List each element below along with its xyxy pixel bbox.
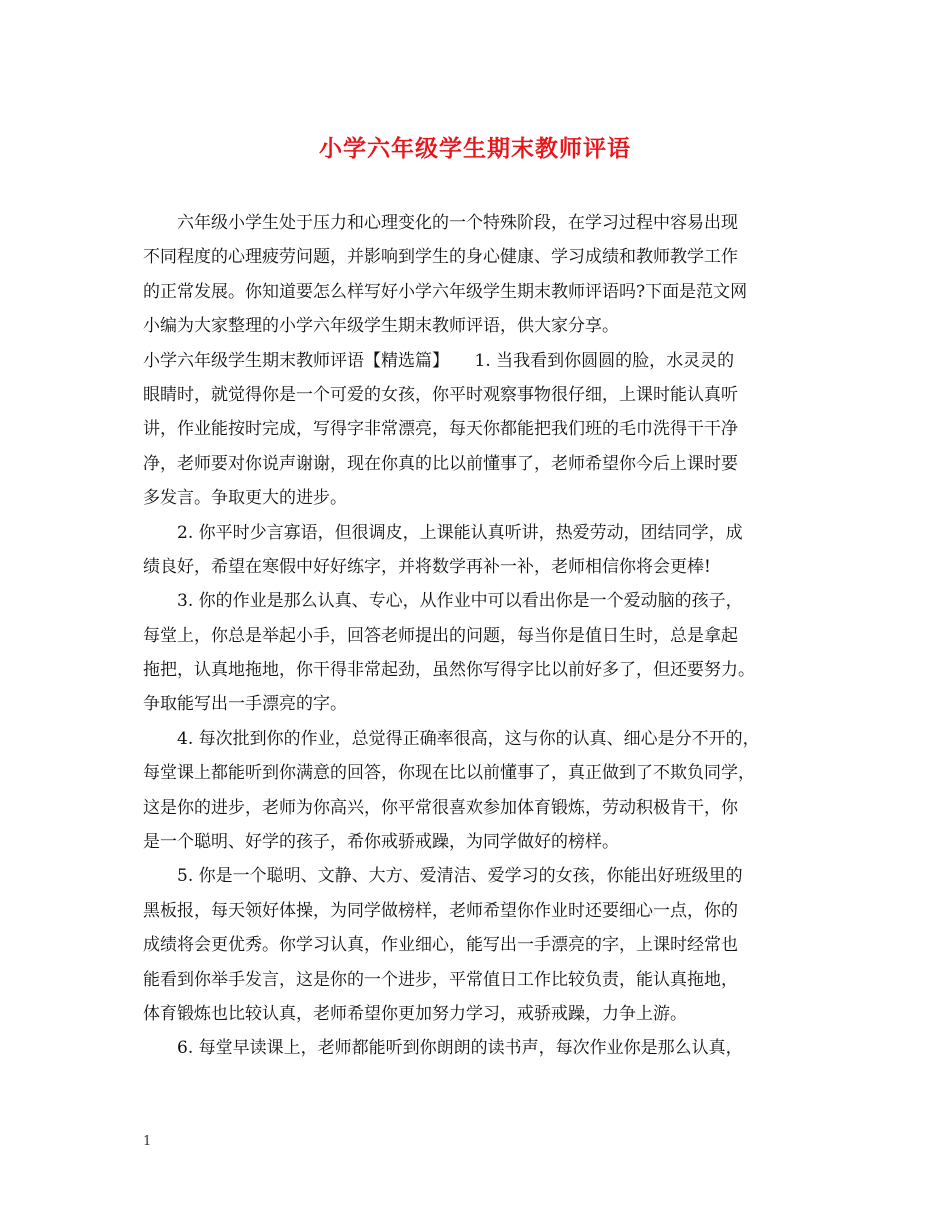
text-line: 能看到你举手发言，这是你的一个进步，平常值日工作比较负责，能认真拖地，	[143, 969, 738, 990]
text-line: 多发言。争取更大的进步。	[143, 488, 347, 509]
text-line: 是一个聪明、好学的孩子，希你戒骄戒躁，为同学做好的榜样。	[143, 832, 619, 853]
text-line: 成绩将会更优秀。你学习认真，作业细心，能写出一手漂亮的字，上课时经常也	[143, 935, 738, 956]
document-body	[143, 206, 813, 1066]
text-line: 3. 你的作业是那么认真、专心，从作业中可以看出你是一个爱动脑的孩子，	[177, 591, 743, 612]
text-line: 黑板报，每天领好体操，为同学做榜样，老师希望你作业时还要细心一点，你的	[143, 900, 738, 921]
text-line: 每堂上，你总是举起小手，回答老师提出的问题，每当你是值日生时，总是拿起	[143, 625, 738, 646]
text-line: 2. 你平时少言寡语，但很调皮，上课能认真听讲，热爱劳动，团结同学，成	[177, 522, 743, 543]
text-line: 体育锻炼也比较认真，老师希望你更加努力学习，戒骄戒躁，力争上游。	[143, 1003, 687, 1024]
document-title: 小学六年级学生期末教师评语	[319, 135, 631, 162]
page-number: 1	[143, 1134, 152, 1149]
text-line: 绩良好，希望在寒假中好好练字，并将数学再补一补，老师相信你将会更棒!	[143, 556, 711, 577]
text-line: 小编为大家整理的小学六年级学生期末教师评语，供大家分享。	[143, 316, 619, 337]
text-line: 眼睛时，就觉得你是一个可爱的女孩，你平时观察事物很仔细，上课时能认真听	[143, 384, 738, 405]
text-line: 6. 每堂早读课上，老师都能听到你朗朗的读书声，每次作业你是那么认真，	[177, 1038, 743, 1059]
text-line: 争取能写出一手漂亮的字。	[143, 694, 347, 715]
text-line: 4. 每次批到你的作业，总觉得正确率很高，这与你的认真、细心是分不开的，	[177, 728, 760, 749]
text-line: 每堂课上都能听到你满意的回答，你现在比以前懂事了，真正做到了不欺负同学，	[143, 763, 755, 784]
text-line: 讲，作业能按时完成，写得字非常漂亮，每天你都能把我们班的毛巾洗得干干净	[143, 419, 738, 440]
text-line: 不同程度的心理疲劳问题，并影响到学生的身心健康、学习成绩和教师教学工作	[143, 247, 738, 268]
text-line: 这是你的进步，老师为你高兴，你平常很喜欢参加体育锻炼，劳动积极肯干，你	[143, 797, 738, 818]
text-line: 小学六年级学生期末教师评语【精选篇】 1. 当我看到你圆圆的脸，水灵灵的	[143, 350, 735, 371]
text-line: 净，老师要对你说声谢谢，现在你真的比以前懂事了，老师希望你今后上课时要	[143, 453, 738, 474]
text-line: 的正常发展。你知道要怎么样写好小学六年级学生期末教师评语吗?下面是范文网	[143, 281, 748, 302]
text-line: 拖把，认真地拖地，你干得非常起劲，虽然你写得字比以前好多了，但还要努力。	[143, 660, 755, 681]
text-line: 六年级小学生处于压力和心理变化的一个特殊阶段，在学习过程中容易出现	[177, 213, 738, 233]
text-line: 5. 你是一个聪明、文静、大方、爱清洁、爱学习的女孩，你能出好班级里的	[177, 866, 743, 887]
